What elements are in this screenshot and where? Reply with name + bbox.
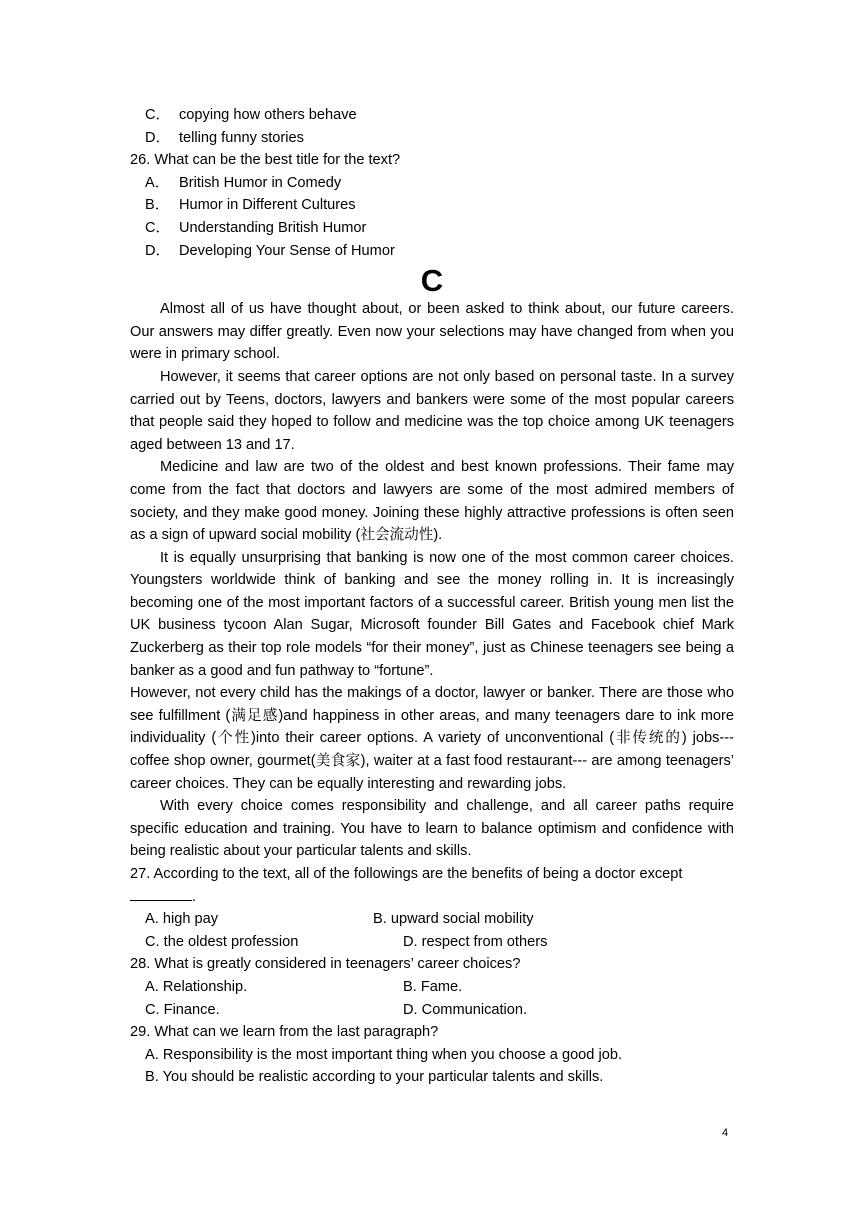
q26-option-d: D． Developing Your Sense of Humor (145, 242, 395, 259)
q29-option-b: B. You should be realistic according to your particular talents and skills. (145, 1069, 604, 1086)
q26-option-c: C． Understanding British Humor (145, 219, 367, 236)
q28-option-c: C. Finance. (145, 1001, 220, 1018)
q29-question: 29. What can we learn from the last paragraph? (130, 1024, 439, 1041)
q26-option-a: A． British Humor in Comedy (145, 174, 342, 191)
q28-options-row-2 (130, 999, 734, 1022)
q28-option-b: B. Fame. (403, 978, 463, 995)
passage-paragraph-6: With every choice comes responsibility and challenge, and all career paths require specific education and training. You have to learn to balance optimism and confidence with being realistic about your particular talents and skills. (130, 798, 734, 860)
q25-option-d: D． telling funny stories (145, 129, 304, 146)
q26-question: 26. What can be the best title for the text? (130, 152, 401, 169)
q28-options-row-1 (130, 976, 734, 999)
q27-blank-line: . (130, 886, 734, 909)
q27-question: 27. According to the text, all of the followings are the benefits of being a doctor except (130, 866, 683, 882)
q26-option-b: B． Humor in Different Cultures (145, 197, 356, 214)
page-content (130, 104, 734, 1089)
passage-paragraph-3: Medicine and law are two of the oldest and best known professions. Their fame may come from the fact that doctors and lawyers are some of the most admired members of society, and they make good money. Joining these highly attractive professions is often seen as a sign of upward social mobility (社会流动性). (130, 459, 734, 544)
q27-option-a: A. high pay (145, 911, 219, 928)
q27-option-c: C. the oldest profession (145, 933, 299, 950)
q28-option-d: D. Communication. (403, 1001, 528, 1018)
q27-option-d: D. respect from others (403, 933, 548, 950)
q25-option-c: C． copying how others behave (145, 107, 357, 123)
q28-question: 28. What is greatly considered in teenagers’ career choices? (130, 956, 521, 973)
passage-paragraph-5: However, not every child has the makings of a doctor, lawyer or banker. There are those who see fulfillment (满足感)and happiness in other areas, and many teenagers dare to ink more individuality (个性)into their career options. A variety of unconventional (非传统的) jobs--- coffee shop owner, gourmet(美食家), waiter at a fast food restaurant--- are among teenagers’ career choices. They can be equally interesting and rewarding jobs. (130, 685, 734, 792)
q27-options-row-1 (130, 908, 734, 931)
page-number: 4 (722, 1127, 729, 1139)
section-title: C (420, 263, 444, 299)
passage-paragraph-4: It is equally unsurprising that banking is now one of the most common career choices. Youngsters worldwide think of banking and see the money rolling in. It is increasingly becoming one of the most important factors of a successful career. British young men list the UK business tycoon Alan Sugar, Microsoft founder Bill Gates and Facebook chief Mark Zuckerberg as their top role models “for their money”, just as Chinese teenagers see being a banker as a good and fun pathway to “fortune”. (130, 549, 734, 679)
q27-options-row-2 (130, 931, 734, 954)
passage-paragraph-2: However, it seems that career options are not only based on personal taste. In a survey carried out by Teens, doctors, lawyers and bankers were some of the most popular careers that people said they hoped to follow and medicine was the top choice among UK teenagers aged between 13 and 17. (130, 368, 734, 453)
q29-option-a: A. Responsibility is the most important thing when you choose a good job. (145, 1046, 622, 1063)
passage-paragraph-1: Almost all of us have thought about, or been asked to think about, our future careers. Our answers may differ greatly. Even now your selections may have changed from when you were in primary school. (130, 301, 734, 363)
q28-option-a: A. Relationship. (145, 978, 248, 995)
q27-option-b: B. upward social mobility (373, 911, 534, 928)
answer-blank (130, 886, 192, 901)
